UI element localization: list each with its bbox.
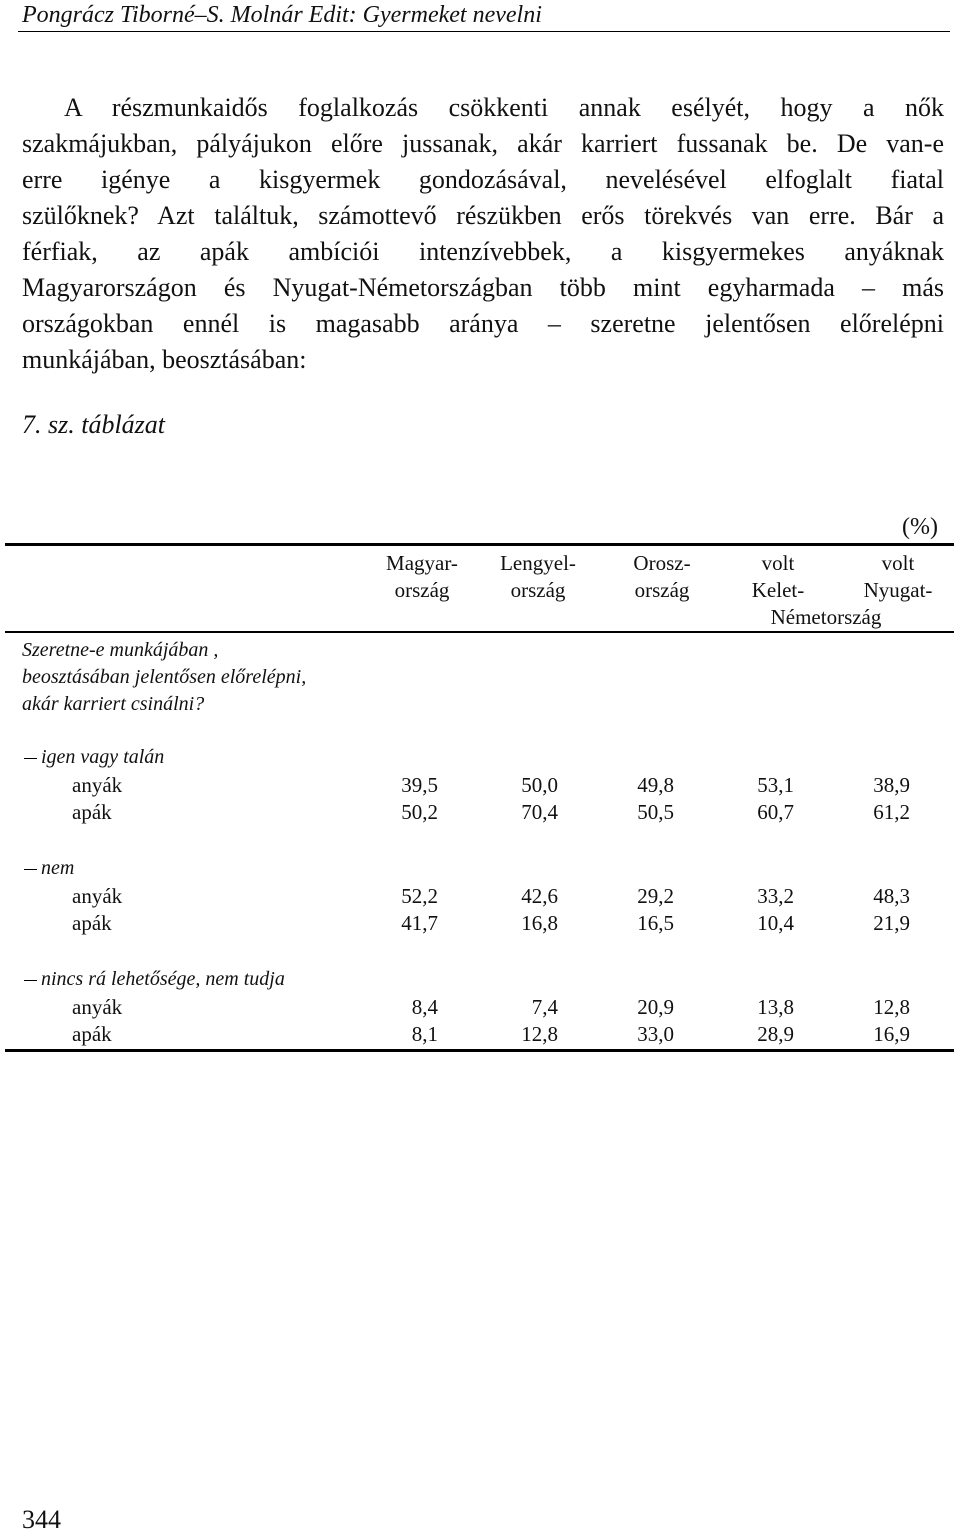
column-header-line: volt bbox=[881, 551, 915, 575]
column-header bbox=[488, 550, 588, 604]
table-cell: 16,8 bbox=[521, 911, 558, 935]
table-cell: 29,2 bbox=[637, 884, 674, 908]
table-cell: 20,9 bbox=[637, 995, 674, 1019]
table-cell: 60,7 bbox=[757, 800, 794, 824]
column-header bbox=[728, 550, 828, 604]
table-cell: 38,9 bbox=[873, 773, 910, 797]
paragraph-line: szakmájukban, pályájukon előre jussanak, akár karriert fussanak be. De van-e bbox=[22, 129, 944, 158]
paragraph-line: szülőknek? Azt találtuk, számottevő részükben erős törekvés van erre. Bár a bbox=[22, 201, 944, 230]
column-header-line: Kelet- bbox=[751, 578, 805, 602]
column-header bbox=[372, 550, 472, 604]
table-cell: 33,2 bbox=[757, 884, 794, 908]
table-cell: 28,9 bbox=[757, 1022, 794, 1046]
table-cell: 61,2 bbox=[873, 800, 910, 824]
table-cell: 50,5 bbox=[637, 800, 674, 824]
table-cell: 33,0 bbox=[637, 1022, 674, 1046]
column-header-line: Nyugat- bbox=[863, 578, 933, 602]
page-number: 344 bbox=[22, 1505, 61, 1534]
table-cell: 16,9 bbox=[873, 1022, 910, 1046]
table-cell: 48,3 bbox=[873, 884, 910, 908]
column-header-line: Lengyel- bbox=[500, 551, 576, 575]
row-label: anyák bbox=[72, 884, 123, 908]
group-label-text: nem bbox=[41, 857, 75, 879]
paragraph-line: munkájában, beosztásában: bbox=[22, 345, 307, 374]
group-label-text: igen vagy talán bbox=[41, 746, 165, 768]
column-header-line: ország bbox=[634, 578, 690, 602]
table-cell: 12,8 bbox=[873, 995, 910, 1019]
table-cell: 52,2 bbox=[401, 884, 438, 908]
row-label: anyák bbox=[72, 995, 123, 1019]
header-rule bbox=[18, 31, 950, 32]
column-header-line: Orosz- bbox=[633, 551, 691, 575]
column-header-line: ország bbox=[510, 578, 566, 602]
table-cell: 53,1 bbox=[757, 773, 794, 797]
table-header-rule bbox=[5, 631, 954, 633]
germany-span-header: Németország bbox=[770, 605, 882, 629]
group-label-text: nincs rá lehetősége, nem tudja bbox=[41, 968, 285, 990]
table-cell: 7,4 bbox=[531, 995, 558, 1019]
question-line: beosztásában jelentősen előrelépni, bbox=[22, 666, 307, 688]
table-cell: 49,8 bbox=[637, 773, 674, 797]
table-bottom-rule bbox=[5, 1049, 954, 1052]
table-cell: 41,7 bbox=[401, 911, 438, 935]
table-cell: 8,4 bbox=[411, 995, 438, 1019]
table-caption: 7. sz. táblázat bbox=[22, 410, 166, 439]
column-header bbox=[848, 550, 948, 604]
table-cell: 21,9 bbox=[873, 911, 910, 935]
table-cell: 70,4 bbox=[521, 800, 558, 824]
dash-mark bbox=[24, 758, 37, 760]
row-label: anyák bbox=[72, 773, 123, 797]
table-cell: 50,2 bbox=[401, 800, 438, 824]
dash-mark bbox=[24, 980, 37, 982]
question-line: akár karriert csinálni? bbox=[22, 693, 205, 715]
table-cell: 39,5 bbox=[401, 773, 438, 797]
running-header: Pongrácz Tiborné–S. Molnár Edit: Gyermeket nevelni bbox=[22, 2, 542, 28]
body-paragraph bbox=[22, 90, 944, 378]
paragraph-line: férfiak, az apák ambíciói intenzívebbek, a kisgyermekes anyáknak bbox=[22, 237, 944, 266]
table-cell: 8,1 bbox=[411, 1022, 438, 1046]
row-label: apák bbox=[72, 1022, 112, 1046]
paragraph-line: Magyarországon és Nyugat-Németországban több mint egyharmada – más bbox=[22, 273, 944, 302]
question-line: Szeretne-e munkájában , bbox=[22, 639, 219, 661]
paragraph-line: A részmunkaidős foglalkozás csökkenti annak esélyét, hogy a nők bbox=[64, 93, 944, 122]
dash-mark bbox=[24, 869, 37, 871]
table-top-rule bbox=[5, 543, 954, 546]
column-header-line: ország bbox=[394, 578, 450, 602]
table-cell: 16,5 bbox=[637, 911, 674, 935]
paragraph-line: erre igénye a kisgyermek gondozásával, nevelésével elfoglalt fiatal bbox=[22, 165, 944, 194]
column-header-line: Magyar- bbox=[386, 551, 458, 575]
table-cell: 13,8 bbox=[757, 995, 794, 1019]
paragraph-line: országokban ennél is magasabb aránya – szeretne jelentősen előrelépni bbox=[22, 309, 944, 338]
table-cell: 50,0 bbox=[521, 773, 558, 797]
row-label: apák bbox=[72, 800, 112, 824]
column-header bbox=[612, 550, 712, 604]
group-label bbox=[24, 968, 285, 991]
column-header-line: volt bbox=[761, 551, 795, 575]
row-label: apák bbox=[72, 911, 112, 935]
table-question bbox=[22, 637, 306, 718]
table-cell: 42,6 bbox=[521, 884, 558, 908]
table-cell: 10,4 bbox=[757, 911, 794, 935]
group-label bbox=[24, 857, 74, 880]
table-unit: (%) bbox=[902, 514, 938, 540]
group-label bbox=[24, 746, 164, 769]
table-cell: 12,8 bbox=[521, 1022, 558, 1046]
